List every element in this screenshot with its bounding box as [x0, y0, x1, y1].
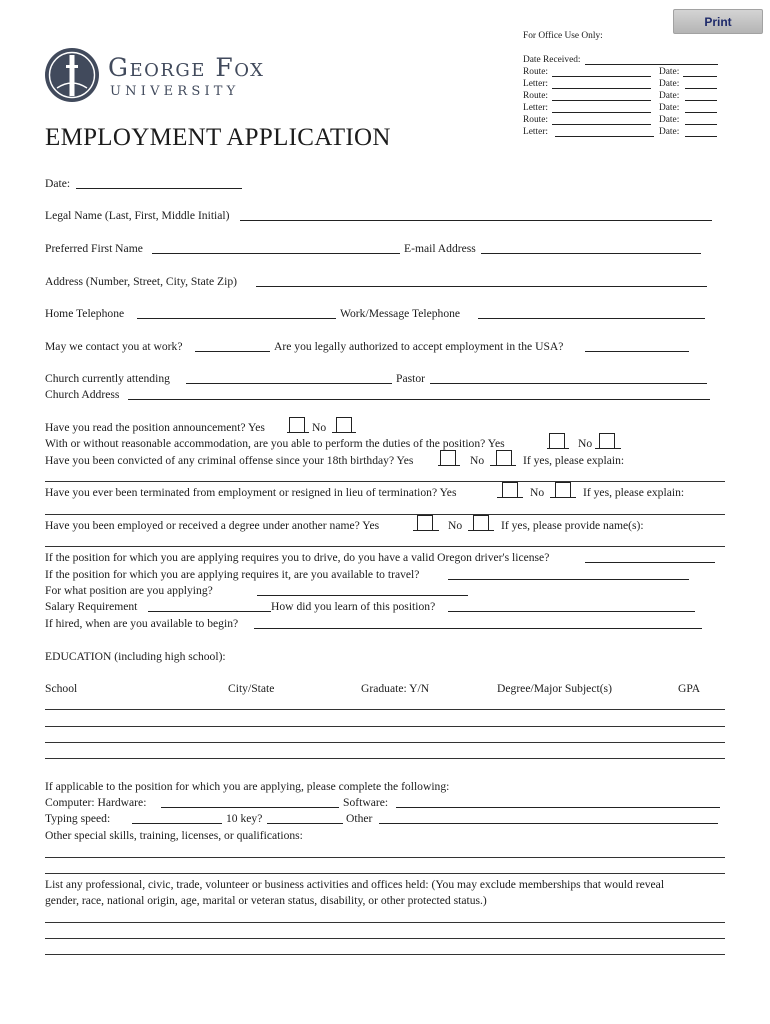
answer-underline — [547, 448, 569, 449]
education-heading: EDUCATION (including high school): — [45, 650, 226, 663]
office-row-label: Letter: — [523, 127, 548, 137]
skills-intro: If applicable to the position for which you are applying, please complete the following: — [45, 780, 450, 793]
ten-key-label: 10 key? — [226, 812, 263, 825]
terminated-question: Have you ever been terminated from employment or resigned in lieu of termination? Yes — [45, 486, 457, 499]
activities-prompt: List any professional, civic, trade, volunteer or business activities and offices held: (You may exclude memberships that would reveal — [45, 878, 665, 891]
contact-at-work-label: May we contact you at work? — [45, 340, 183, 353]
if-yes-names-label: If yes, please provide name(s): — [501, 519, 644, 532]
software-label: Software: — [343, 796, 389, 809]
route-date-line[interactable] — [683, 76, 717, 77]
travel-field[interactable] — [448, 579, 689, 580]
answer-underline — [438, 465, 460, 466]
special-skills-line[interactable] — [45, 873, 725, 874]
convicted-question: Have you been convicted of any criminal offense since your 18th birthday? Yes — [45, 454, 414, 467]
how-learn-label: How did you learn of this position? — [271, 600, 436, 613]
university-logo — [44, 47, 100, 103]
typing-speed-field[interactable] — [132, 823, 222, 824]
office-row-label: Route: — [523, 115, 548, 125]
church-address-field[interactable] — [128, 399, 710, 400]
address-label: Address (Number, Street, City, State Zip) — [45, 275, 237, 288]
page-title: EMPLOYMENT APPLICATION — [45, 124, 391, 151]
letter-date-line[interactable] — [685, 112, 717, 113]
salary-label: Salary Requirement — [45, 600, 138, 613]
office-row-date-label: Date: — [659, 115, 680, 125]
date-field[interactable] — [76, 188, 242, 189]
answer-underline — [332, 432, 356, 433]
work-phone-label: Work/Message Telephone — [340, 307, 461, 320]
education-col-graduate: Graduate: Y/N — [361, 682, 430, 695]
preferred-name-field[interactable] — [152, 253, 400, 254]
route-line[interactable] — [552, 100, 651, 101]
authorized-label: Are you legally authorized to accept employment in the USA? — [274, 340, 564, 353]
no-label: No — [448, 519, 463, 532]
home-phone-label: Home Telephone — [45, 307, 125, 320]
other-skill-field[interactable] — [379, 823, 718, 824]
convicted-no-checkbox[interactable] — [496, 450, 512, 466]
route-date-line[interactable] — [685, 100, 717, 101]
logo-wordmark: George Fox — [108, 53, 265, 82]
education-row-line[interactable] — [45, 758, 725, 759]
position-field[interactable] — [257, 595, 468, 596]
salary-field[interactable] — [148, 611, 271, 612]
read-announcement-question: Have you read the position announcement? Yes — [45, 421, 265, 434]
route-line[interactable] — [552, 76, 651, 77]
other-name-question: Have you been employed or received a degree under another name? Yes — [45, 519, 380, 532]
terminated-explain-line[interactable] — [45, 514, 725, 515]
perform-duties-no-checkbox[interactable] — [599, 433, 615, 449]
office-row-date-label: Date: — [659, 127, 680, 137]
office-row-label: Letter: — [523, 79, 548, 89]
answer-underline — [468, 530, 494, 531]
letter-line[interactable] — [555, 136, 654, 137]
legal-name-label: Legal Name (Last, First, Middle Initial) — [45, 209, 230, 222]
preferred-name-label: Preferred First Name — [45, 242, 143, 255]
perform-duties-yes-checkbox[interactable] — [549, 433, 565, 449]
contact-at-work-field[interactable] — [195, 351, 270, 352]
convicted-yes-checkbox[interactable] — [440, 450, 456, 466]
position-question: For what position are you applying? — [45, 584, 213, 597]
software-field[interactable] — [396, 807, 720, 808]
letter-date-line[interactable] — [685, 136, 717, 137]
perform-duties-question: With or without reasonable accommodation, are you able to perform the duties of the position? Yes — [45, 437, 505, 450]
available-field[interactable] — [254, 628, 702, 629]
legal-name-field[interactable] — [240, 220, 712, 221]
typing-speed-label: Typing speed: — [45, 812, 111, 825]
no-label: No — [470, 454, 485, 467]
office-row-label: Route: — [523, 91, 548, 101]
letter-line[interactable] — [552, 112, 651, 113]
activities-line[interactable] — [45, 922, 725, 923]
terminated-no-checkbox[interactable] — [555, 482, 571, 498]
ten-key-field[interactable] — [267, 823, 343, 824]
office-row-date-label: Date: — [659, 67, 680, 77]
office-row-label: Route: — [523, 67, 548, 77]
no-label: No — [578, 437, 593, 450]
no-label: No — [530, 486, 545, 499]
logo-subtitle: UNIVERSITY — [110, 84, 240, 99]
date-received-line[interactable] — [585, 64, 718, 65]
read-announcement-no-checkbox[interactable] — [336, 417, 352, 433]
date-label: Date: — [45, 177, 71, 190]
answer-underline — [490, 465, 516, 466]
hardware-field[interactable] — [161, 807, 339, 808]
home-phone-field[interactable] — [137, 318, 336, 319]
how-learn-field[interactable] — [448, 611, 695, 612]
email-field[interactable] — [481, 253, 701, 254]
travel-question: If the position for which you are applying requires it, are you available to travel? — [45, 568, 420, 581]
address-field[interactable] — [256, 286, 707, 287]
university-seal-icon — [44, 47, 100, 103]
letter-line[interactable] — [552, 88, 651, 89]
office-row-label: Date Received: — [523, 55, 581, 65]
other-name-yes-checkbox[interactable] — [417, 515, 433, 531]
education-col-gpa: GPA — [678, 682, 701, 695]
drive-question: If the position for which you are applying requires you to drive, do you have a valid Oregon driver's license? — [45, 551, 550, 564]
other-name-line[interactable] — [45, 546, 725, 547]
activities-line[interactable] — [45, 938, 725, 939]
church-label: Church currently attending — [45, 372, 170, 385]
no-label: No — [312, 421, 327, 434]
drive-field[interactable] — [585, 562, 715, 563]
route-date-line[interactable] — [685, 124, 717, 125]
pastor-field[interactable] — [430, 383, 707, 384]
answer-underline — [413, 530, 439, 531]
answer-underline — [595, 448, 621, 449]
pastor-label: Pastor — [396, 372, 425, 385]
terminated-yes-checkbox[interactable] — [502, 482, 518, 498]
office-row-label: Letter: — [523, 103, 548, 113]
answer-underline — [497, 497, 523, 498]
education-row-line[interactable] — [45, 709, 725, 710]
other-skill-label: Other — [346, 812, 373, 825]
answer-underline — [287, 432, 309, 433]
activities-prompt-continued: gender, race, national origin, age, marital or veteran status, disability, or other protected status.) — [45, 894, 487, 907]
education-col-degree: Degree/Major Subject(s) — [497, 682, 612, 695]
church-address-label: Church Address — [45, 388, 120, 401]
office-row-date-label: Date: — [659, 79, 680, 89]
email-label: E-mail Address — [404, 242, 476, 255]
work-phone-field[interactable] — [478, 318, 705, 319]
letter-date-line[interactable] — [685, 88, 717, 89]
special-skills-label: Other special skills, training, licenses, or qualifications: — [45, 829, 303, 842]
activities-line[interactable] — [45, 954, 725, 955]
office-use-heading: For Office Use Only: — [523, 31, 603, 41]
route-line[interactable] — [552, 124, 651, 125]
education-col-city: City/State — [228, 682, 275, 695]
special-skills-line[interactable] — [45, 857, 725, 858]
education-row-line[interactable] — [45, 742, 725, 743]
authorized-field[interactable] — [585, 351, 689, 352]
if-yes-explain-label: If yes, please explain: — [583, 486, 685, 499]
hardware-label: Computer: Hardware: — [45, 796, 147, 809]
available-question: If hired, when are you available to begin? — [45, 617, 239, 630]
read-announcement-yes-checkbox[interactable] — [289, 417, 305, 433]
education-row-line[interactable] — [45, 726, 725, 727]
print-button[interactable]: Print — [673, 9, 763, 34]
office-row-date-label: Date: — [659, 103, 680, 113]
if-yes-explain-label: If yes, please explain: — [523, 454, 625, 467]
office-row-date-label: Date: — [659, 91, 680, 101]
education-col-school: School — [45, 682, 78, 695]
convicted-explain-line[interactable] — [45, 481, 725, 482]
church-field[interactable] — [186, 383, 392, 384]
other-name-no-checkbox[interactable] — [473, 515, 489, 531]
answer-underline — [550, 497, 576, 498]
